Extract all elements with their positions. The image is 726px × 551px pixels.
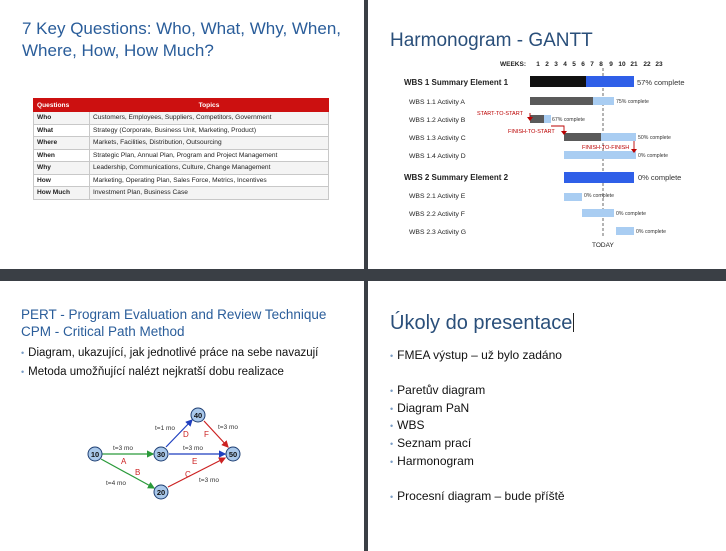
task-label: WBS 1.1 Activity A [409, 99, 465, 106]
weeks-label: WEEKS: [500, 61, 526, 68]
node-label: 10 [90, 450, 100, 459]
pert-diagram [0, 281, 364, 551]
duration-label: t=3 mo [113, 445, 134, 452]
task-item [390, 489, 565, 503]
task-label: WBS 1 Summary Element 1 [404, 78, 509, 87]
gantt-bar-b-done [530, 115, 544, 123]
activity-label: E [192, 457, 198, 466]
week-number: 4 [563, 61, 567, 68]
bullet-icon: • [390, 351, 394, 361]
dependency-label: FINISH-TO-START [508, 129, 555, 135]
bullet-icon: • [390, 404, 394, 414]
duration-label: t=1 mo [155, 425, 176, 432]
duration-label: t=3 mo [199, 477, 220, 484]
completion-note: 50% complete [638, 135, 671, 141]
task-item [390, 401, 469, 415]
bullet-icon: • [390, 421, 394, 431]
bullet-icon: • [21, 367, 25, 377]
node-label: 30 [156, 450, 166, 459]
task-label: WBS 1.2 Activity B [409, 117, 466, 124]
table-row [34, 162, 329, 175]
week-number: 23 [655, 61, 663, 68]
table-cell: Strategic Plan, Annual Plan, Program and Project Management [90, 149, 329, 162]
table-cell: Customers, Employees, Suppliers, Competitors, Government [90, 112, 329, 125]
completion-note: 0% complete [616, 211, 646, 217]
activity-label: A [121, 457, 127, 466]
task-label: WBS 1.4 Activity D [409, 153, 466, 160]
gantt-bar-e [564, 193, 582, 201]
task-labels [404, 78, 509, 236]
duration-label: t=4 mo [106, 480, 127, 487]
slide-title[interactable] [390, 312, 574, 335]
gantt-bar-f [582, 209, 614, 217]
week-number: 10 [618, 61, 626, 68]
task-text: Paretův diagram [397, 383, 486, 397]
week-number: 21 [630, 61, 638, 68]
table-cell: Why [34, 162, 90, 175]
table-row [34, 112, 329, 125]
duration-label: t=3 mo [218, 424, 239, 431]
slide-title-text: Úkoly do presentace [390, 312, 573, 334]
task-item [390, 418, 425, 432]
task-item [390, 383, 485, 397]
table-row [34, 149, 329, 162]
gantt-bar-summary2 [564, 172, 634, 183]
task-text: FMEA výstup – už bylo zadáno [397, 348, 562, 362]
slide-title: 7 Key Questions: Who, What, Why, When, Where, How, How Much? [22, 19, 342, 60]
task-text: WBS [397, 418, 425, 432]
questions-table [33, 98, 329, 200]
task-item [390, 348, 562, 362]
text-cursor [573, 313, 574, 332]
completion-note: 0% complete [638, 173, 682, 182]
gantt-bar-g [616, 227, 634, 235]
bullet-icon: • [390, 492, 394, 502]
pert-node [154, 485, 168, 499]
duration-label: t=3 mo [183, 445, 204, 452]
activity-label: C [185, 470, 191, 479]
gantt-chart [368, 0, 726, 269]
slide-gantt[interactable] [368, 0, 726, 269]
title-line-pert: PERT - Program Evaluation and Review Technique [21, 307, 327, 322]
gantt-bar-a-done [530, 97, 593, 105]
pert-node [88, 447, 102, 461]
activity-label: B [135, 468, 141, 477]
week-number: 7 [590, 61, 594, 68]
table-cell: Leadership, Communications, Culture, Change Management [90, 162, 329, 175]
table-header-row [34, 99, 329, 112]
node-label: 50 [228, 450, 238, 459]
bullet-text: Diagram, ukazující, jak jednotlivé práce na sebe navazují [28, 347, 319, 359]
week-number: 6 [581, 61, 585, 68]
gantt-bar-b-remaining [544, 115, 551, 123]
slide-pert[interactable] [0, 281, 364, 551]
pert-node [191, 408, 205, 422]
week-number: 3 [554, 61, 558, 68]
slide-title: Harmonogram - GANTT [390, 30, 593, 51]
table-cell: What [34, 124, 90, 137]
dependency-label: FINISH-TO-FINISH [582, 145, 630, 151]
table-row [34, 137, 329, 150]
week-numbers [536, 61, 663, 68]
activity-label: F [204, 430, 209, 439]
completion-note: 0% complete [638, 153, 668, 159]
week-number: 1 [536, 61, 540, 68]
gantt-bar-summary1-remaining [586, 76, 634, 87]
task-label: WBS 2.3 Activity G [409, 229, 467, 236]
task-text: Harmonogram [397, 454, 474, 468]
table-cell: Where [34, 137, 90, 150]
week-number: 2 [545, 61, 549, 68]
bullet-text: Metoda umožňující nalézt nejkratší dobu realizace [28, 366, 284, 378]
task-label: WBS 2 Summary Element 2 [404, 173, 509, 182]
table-header: Topics [90, 99, 329, 112]
gantt-bar-d [564, 151, 636, 159]
week-number: 5 [572, 61, 576, 68]
completion-note: 67% complete [552, 117, 585, 123]
table-cell: How [34, 174, 90, 187]
task-text: Seznam prací [397, 436, 472, 450]
bullet-icon: • [390, 386, 394, 396]
task-label: WBS 2.2 Activity F [409, 211, 465, 218]
slide-key-questions[interactable] [0, 0, 364, 269]
table-cell: Markets, Facilities, Distribution, Outsourcing [90, 137, 329, 150]
task-item [390, 436, 471, 450]
pert-node [154, 447, 168, 461]
gantt-bar-a-remaining [593, 97, 614, 105]
gantt-bar-summary1-done [530, 76, 586, 87]
table-cell: Who [34, 112, 90, 125]
bullet-icon: • [390, 457, 394, 467]
table-cell: How Much [34, 187, 90, 200]
table-cell: When [34, 149, 90, 162]
table-cell: Marketing, Operating Plan, Sales Force, Metrics, Incentives [90, 174, 329, 187]
task-item [390, 454, 474, 468]
table-row [34, 187, 329, 200]
dependency-label: START-TO-START [477, 111, 523, 117]
bullet-icon: • [390, 439, 394, 449]
week-number: 9 [609, 61, 613, 68]
task-label: WBS 2.1 Activity E [409, 193, 466, 200]
completion-note: 0% complete [584, 193, 614, 199]
task-label: WBS 1.3 Activity C [409, 135, 466, 142]
pert-node [226, 447, 240, 461]
table-row [34, 124, 329, 137]
node-label: 20 [156, 488, 166, 497]
completion-note: 75% complete [616, 99, 649, 105]
table-row [34, 174, 329, 187]
table-cell: Strategy (Corporate, Business Unit, Marketing, Product) [90, 124, 329, 137]
week-number: 8 [599, 61, 603, 68]
bullet-icon: • [21, 348, 25, 358]
gantt-bar-c-remaining [601, 133, 636, 141]
node-label: 40 [193, 411, 203, 420]
table-header: Questions [34, 99, 90, 112]
table-cell: Investment Plan, Business Case [90, 187, 329, 200]
activity-label: D [183, 430, 189, 439]
completion-note: 0% complete [636, 229, 666, 235]
title-line-cpm: CPM - Critical Path Method [21, 324, 185, 339]
week-number: 22 [643, 61, 651, 68]
completion-note: 57% complete [637, 78, 685, 87]
today-label: TODAY [592, 242, 614, 249]
task-text: Procesní diagram – bude příště [397, 489, 565, 503]
task-text: Diagram PaN [397, 401, 470, 415]
slide-tasks[interactable] [368, 281, 726, 551]
gantt-bar-c-done [564, 133, 601, 141]
